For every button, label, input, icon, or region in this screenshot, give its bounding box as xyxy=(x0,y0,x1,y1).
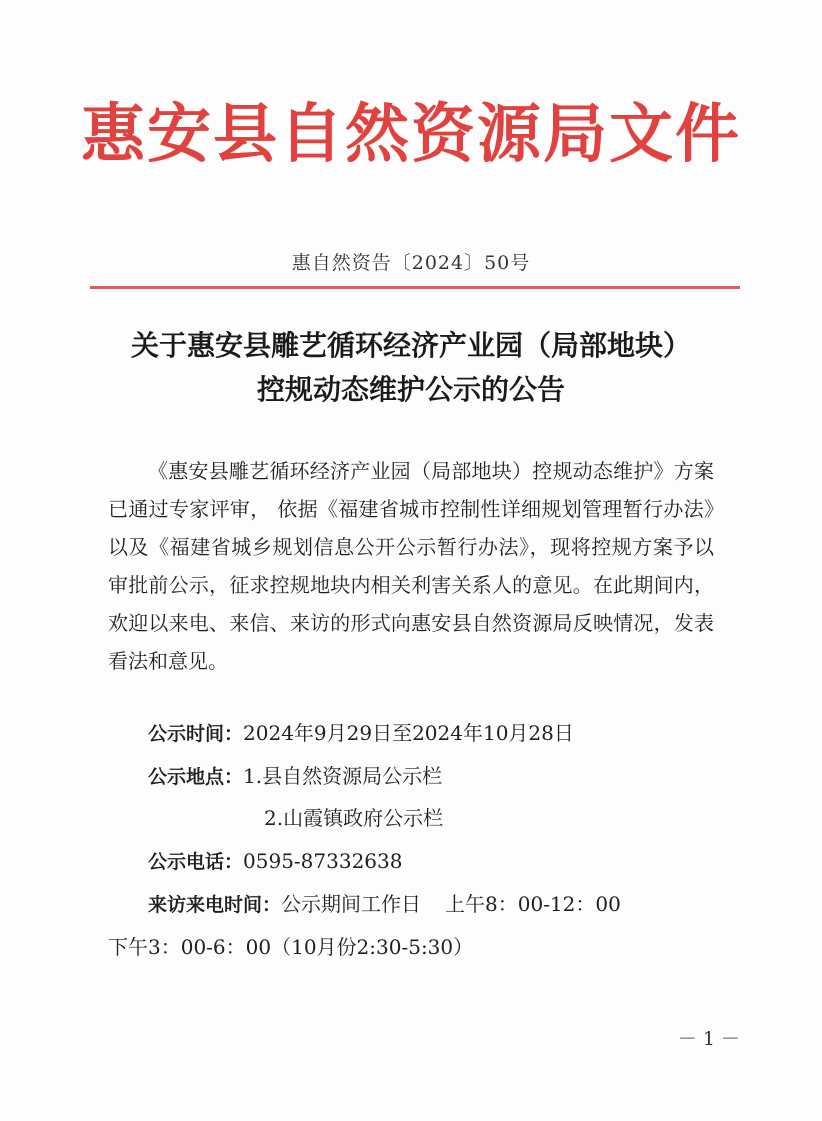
visit-time-row xyxy=(108,889,788,920)
issuer-header-title: 惠安县自然资源局文件 xyxy=(81,97,741,172)
publicity-time-label: 公示时间： xyxy=(148,723,244,745)
visit-time-morning: 上午8：00-12：00 xyxy=(445,892,621,916)
notice-title-line-1: 关于惠安县雕艺循环经济产业园（局部地块） xyxy=(130,329,691,362)
publicity-location-row-2 xyxy=(108,803,822,833)
publicity-time-row xyxy=(108,718,788,749)
publicity-location-2: 2.山霞镇政府公示栏 xyxy=(264,806,444,830)
publicity-location-1: 1.县自然资源局公示栏 xyxy=(243,764,443,788)
visit-time-label: 来访来电时间： xyxy=(148,894,282,916)
publicity-location-row xyxy=(108,761,788,792)
publicity-time-value: 2024年9月29日至2024年10月28日 xyxy=(243,721,574,745)
publicity-phone-value: 0595-87332638 xyxy=(243,849,403,873)
publicity-phone-label: 公示电话： xyxy=(148,851,244,873)
visit-time-afternoon: 下午3：00-6：00（10月份2:30-5:30） xyxy=(108,935,474,959)
publicity-location-label: 公示地点： xyxy=(148,766,244,788)
notice-title-line-2: 控规动态维护公示的公告 xyxy=(256,373,565,406)
publicity-phone-row xyxy=(108,846,788,877)
red-divider-line xyxy=(90,286,740,289)
document-number: 惠自然资告〔2024〕50号 xyxy=(291,252,531,274)
visit-time-afternoon-row xyxy=(108,932,748,962)
notice-body-paragraph: 《惠安县雕艺循环经济产业园（局部地块）控规动态维护》方案已通过专家评审， 依据《福建省城市控制性详细规划管理暂行办法》以及《福建省城乡规划信息公开公示暂行办法》，现将控规方案予以审批前公示，征求控规地块内相关利害关系人的意见。在此期间内，欢迎以来电、来信、来访的形式向惠安县自然资源局反映情况，发表看法和意见。 xyxy=(108,459,714,673)
page-number: － 1 － xyxy=(677,1028,740,1050)
notice-title xyxy=(80,324,742,412)
visit-time-workday: 公示期间工作日 xyxy=(281,892,422,916)
